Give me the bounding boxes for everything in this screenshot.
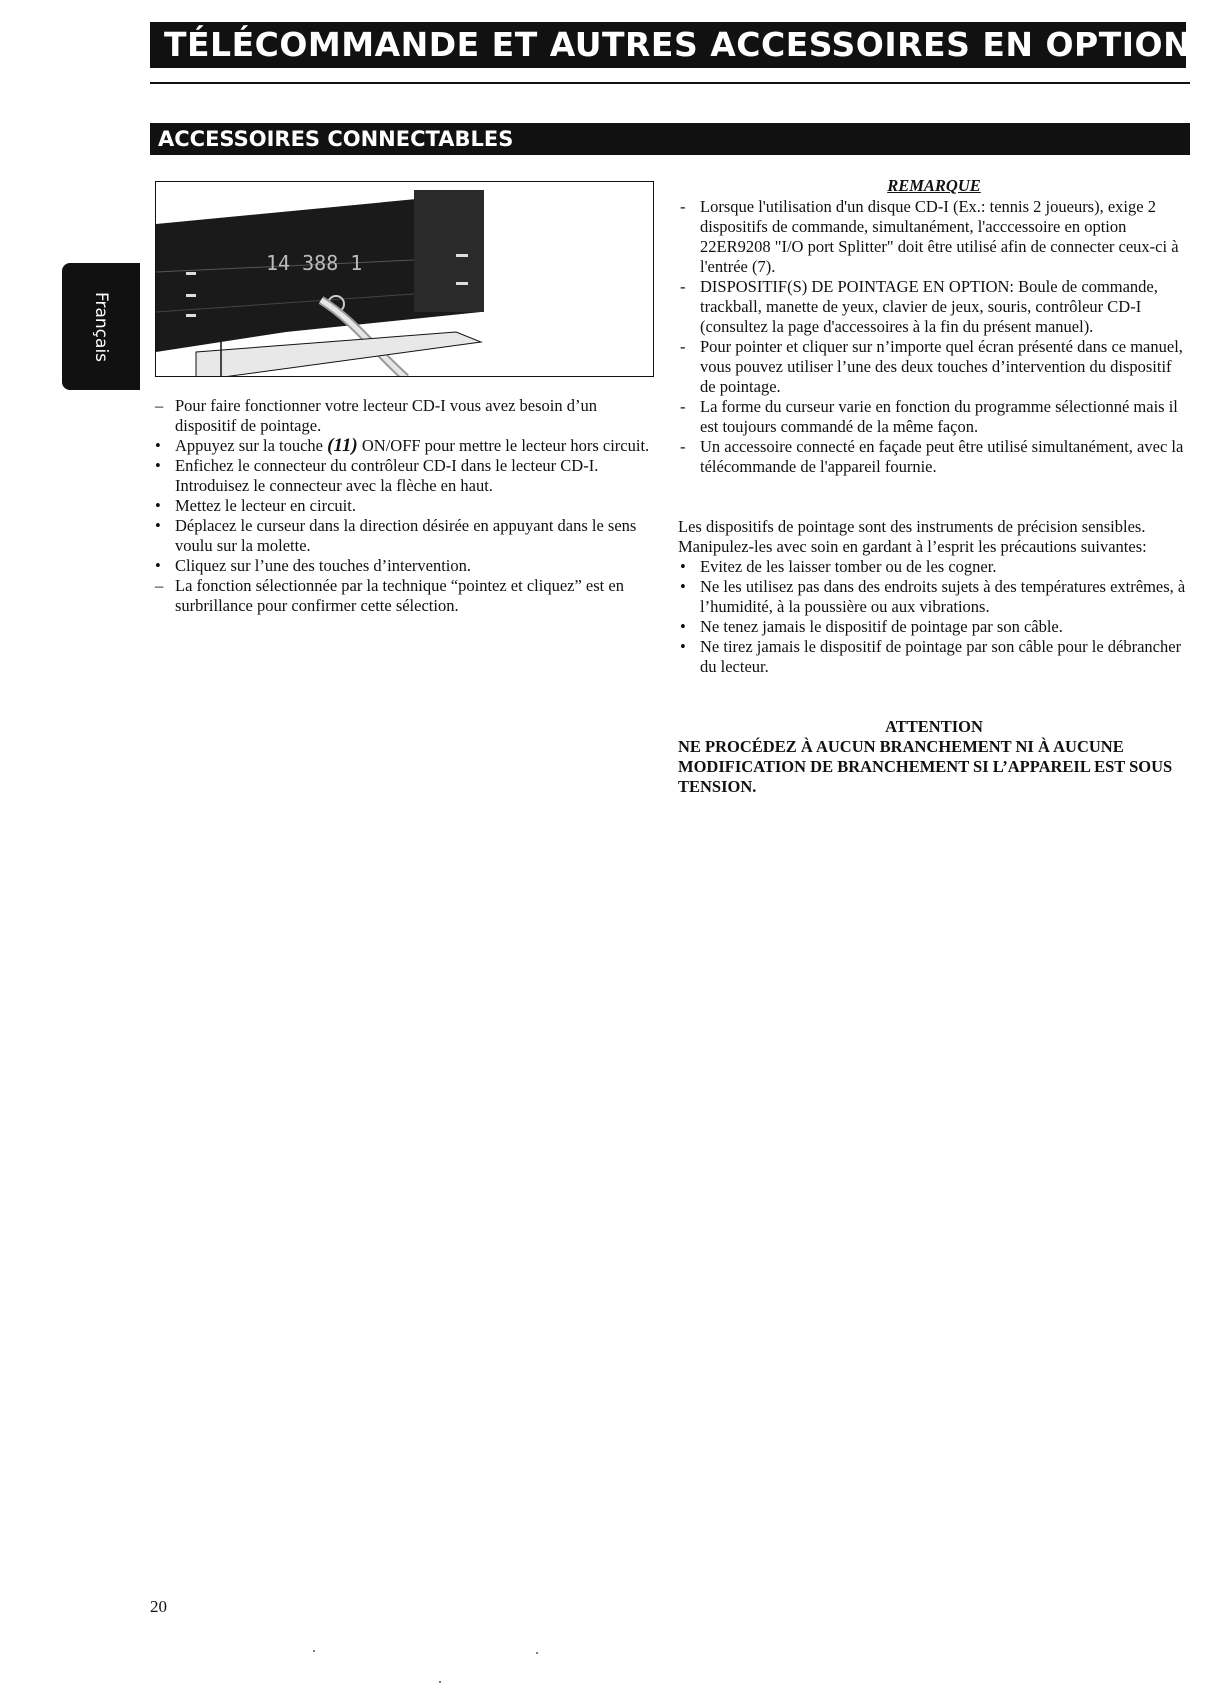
page-title: TÉLÉCOMMANDE ET AUTRES ACCESSOIRES EN OPTION bbox=[150, 22, 1186, 68]
list-item bbox=[153, 556, 653, 576]
list-item bbox=[153, 436, 653, 456]
list-marker: • bbox=[680, 617, 686, 636]
precaution-item bbox=[678, 557, 1190, 577]
remark-text: DISPOSITIF(S) DE POINTAGE EN OPTION: Boule de commande, trackball, manette de yeux, clavier de jeux, souris, contrôleur CD-I (consultez la page d'accessoires à la fin du présent manuel). bbox=[700, 277, 1158, 336]
remark-text: La forme du curseur varie en fonction du programme sélectionné mais il est toujours commandé de la même façon. bbox=[700, 397, 1178, 436]
right-column bbox=[678, 176, 1190, 797]
remark-item bbox=[678, 337, 1190, 397]
list-text: Appuyez sur la touche bbox=[175, 436, 328, 455]
list-marker: • bbox=[680, 577, 686, 596]
language-tab-label: Français bbox=[91, 291, 111, 362]
panel-button bbox=[186, 294, 196, 297]
list-marker: • bbox=[155, 496, 161, 515]
list-marker: • bbox=[155, 436, 161, 455]
list-text: Enfichez le connecteur du contrôleur CD-I dans le lecteur CD-I. Introduisez le connecteur avec la flèche en haut. bbox=[175, 456, 599, 495]
list-marker: • bbox=[155, 556, 161, 575]
list-text: La fonction sélectionnée par la technique “pointez et cliquez” est en surbrillance pour confirmer cette sélection. bbox=[175, 576, 624, 615]
panel-button bbox=[456, 282, 468, 285]
remark-heading: REMARQUE bbox=[887, 176, 981, 195]
section-title: ACCESSOIRES CONNECTABLES bbox=[150, 123, 1190, 155]
remark-text: Lorsque l'utilisation d'un disque CD-I (Ex.: tennis 2 joueurs), exige 2 dispositifs de commande, simultanément, l'acccessoire en option 22ER9208 "I/O port Splitter" doit être utilisé afin de connecter ceux-ci à l'entrée (7). bbox=[700, 197, 1179, 276]
list-text: Mettez le lecteur en circuit. bbox=[175, 496, 356, 515]
scan-speck bbox=[536, 1652, 538, 1654]
list-item bbox=[153, 496, 653, 516]
remark-item bbox=[678, 397, 1190, 437]
remark-item bbox=[678, 437, 1190, 477]
list-text: Déplacez le curseur dans la direction désirée en appuyant dans le sens voulu sur la molette. bbox=[175, 516, 637, 555]
player-illustration bbox=[155, 181, 654, 377]
remark-item bbox=[678, 277, 1190, 337]
list-marker: – bbox=[155, 576, 164, 595]
precaution-item bbox=[678, 577, 1190, 617]
list-item bbox=[153, 456, 653, 496]
attention-heading: ATTENTION bbox=[885, 717, 983, 736]
list-marker: • bbox=[680, 557, 686, 576]
button-reference: (11) bbox=[327, 435, 358, 456]
list-marker: • bbox=[155, 456, 161, 475]
list-item bbox=[153, 516, 653, 556]
player-side-module bbox=[414, 190, 484, 312]
precaution-text: Ne tirez jamais le dispositif de pointage par son câble pour le débrancher du lecteur. bbox=[700, 637, 1182, 676]
list-marker: - bbox=[680, 277, 686, 296]
precautions-intro: Les dispositifs de pointage sont des instruments de précision sensibles. Manipulez-les avec soin en gardant à l’esprit les précautions suivantes: bbox=[678, 517, 1147, 556]
panel-button bbox=[456, 254, 468, 257]
list-item bbox=[153, 576, 653, 616]
precaution-text: Ne tenez jamais le dispositif de pointage par son câble. bbox=[700, 617, 1063, 636]
precaution-item bbox=[678, 617, 1190, 637]
precaution-item bbox=[678, 637, 1190, 677]
list-marker: • bbox=[680, 637, 686, 656]
list-marker: - bbox=[680, 397, 686, 416]
language-tab bbox=[62, 263, 140, 390]
page-number: 20 bbox=[150, 1597, 167, 1616]
precaution-text: Evitez de les laisser tomber ou de les cogner. bbox=[700, 557, 997, 576]
precaution-text: Ne les utilisez pas dans des endroits sujets à des températures extrêmes, à l’humidité, à la poussière ou aux vibrations. bbox=[700, 577, 1186, 616]
scan-speck bbox=[439, 1681, 441, 1683]
remark-text: Pour pointer et cliquer sur n’importe quel écran présenté dans ce manuel, vous pouvez utiliser l’une des deux touches d’intervention du dispositif de pointage. bbox=[700, 337, 1183, 396]
panel-button bbox=[186, 314, 196, 317]
list-marker: - bbox=[680, 337, 686, 356]
attention-text: NE PROCÉDEZ À AUCUN BRANCHEMENT NI À AUCUNE MODIFICATION DE BRANCHEMENT SI L’APPAREIL EST SOUS TENSION. bbox=[678, 737, 1173, 796]
left-column bbox=[153, 396, 653, 616]
list-text: Cliquez sur l’une des touches d’intervention. bbox=[175, 556, 472, 575]
list-text: Pour faire fonctionner votre lecteur CD-I vous avez besoin d’un dispositif de pointage. bbox=[175, 396, 597, 435]
title-rule bbox=[150, 82, 1190, 84]
list-marker: - bbox=[680, 437, 686, 456]
list-item bbox=[153, 396, 653, 436]
list-marker: • bbox=[155, 516, 161, 535]
remark-item bbox=[678, 197, 1190, 277]
list-text: ON/OFF pour mettre le lecteur hors circuit. bbox=[357, 436, 650, 455]
remark-text: Un accessoire connecté en façade peut être utilisé simultanément, avec la télécommande de l'appareil fournie. bbox=[700, 437, 1184, 476]
player-display-text: 14 388 1 bbox=[266, 251, 363, 275]
scan-speck bbox=[313, 1650, 315, 1652]
panel-button bbox=[186, 272, 196, 275]
player-drawing bbox=[156, 182, 654, 377]
list-marker: - bbox=[680, 197, 686, 216]
list-marker: – bbox=[155, 396, 164, 415]
